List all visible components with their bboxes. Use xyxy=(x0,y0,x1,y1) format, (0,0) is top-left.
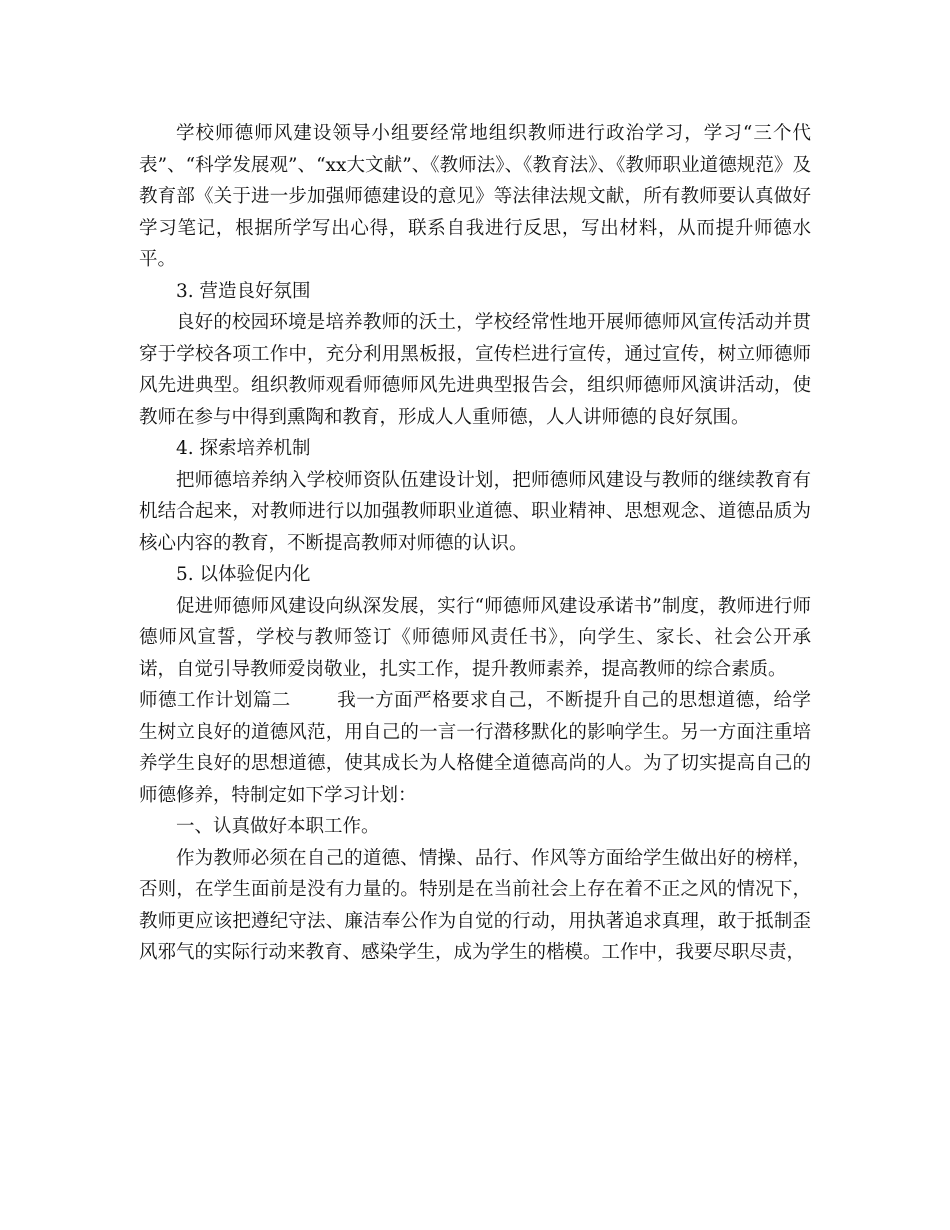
paragraph-study: 学校师德师风建设领导小组要经常地组织教师进行政治学习，学习“三个代表”、“科学发展观”、“xx大文献”、《教师法》、《教育法》、《教师职业道德规范》及教育部《关于进一步加强师德建设的意见》等法律法规文献，所有教师要认真做好学习笔记，根据所学写出心得，联系自我进行反思，写出材料，从而提升师德水平。 xyxy=(139,123,811,270)
document-body xyxy=(139,118,811,969)
paragraph-internalize: 促进师德师风建设向纵深发展，实行“师德师风建设承诺书”制度，教师进行师德师风宣誓，学校与教师签订《师德师风责任书》，向学生、家长、社会公开承诺，自觉引导教师爱岗敬业，扎实工作，提升教师素养，提高教师的综合素质。 xyxy=(139,595,811,680)
section-title: 师德工作计划篇二 xyxy=(139,690,291,711)
heading-internalize: 5. 以体验促内化 xyxy=(176,564,311,585)
paragraph-section-two xyxy=(139,685,811,811)
section-intro: 我一方面严格要求自己，不断提升自己的思想道德，给学生树立良好的道德风范，用自己的一言一行潜移默化的影响学生。另一方面注重培养学生良好的思想道德，使其成长为人格健全道德高尚的人。为了切实提高自己的师德修养，特制定如下学习计划： xyxy=(139,690,811,806)
heading-atmosphere: 3. 营造良好氛围 xyxy=(176,280,311,302)
paragraph-atmosphere: 良好的校园环境是培养教师的沃土，学校经常性地开展师德师风宣传活动并贯穿于学校各项工作中，充分利用黑板报，宣传栏进行宣传，通过宣传，树立师德师风先进典型。组织教师观看师德师风先进典型报告会，组织师德师风演讲活动，使教师在参与中得到熏陶和教育，形成人人重师德，人人讲师德的良好氛围。 xyxy=(139,312,811,428)
heading-mechanism: 4. 探索培养机制 xyxy=(176,438,311,459)
heading-duty: 一、认真做好本职工作。 xyxy=(176,816,380,837)
paragraph-duty: 作为教师必须在自己的道德、情操、品行、作风等方面给学生做出好的榜样，否则，在学生面前是没有力量的。特别是在当前社会上存在着不正之风的情况下，教师更应该把遵纪守法、廉洁奉公作为自觉的行动，用执著追求真理，敢于抵制歪风邪气的实际行动来教育、感染学生，成为学生的楷模。工作中，我要尽职尽责， xyxy=(139,847,811,963)
paragraph-mechanism: 把师德培养纳入学校师资队伍建设计划，把师德师风建设与教师的继续教育有机结合起来，对教师进行以加强教师职业道德、职业精神、思想观念、道德品质为核心内容的教育，不断提高教师对师德的认识。 xyxy=(139,469,811,554)
